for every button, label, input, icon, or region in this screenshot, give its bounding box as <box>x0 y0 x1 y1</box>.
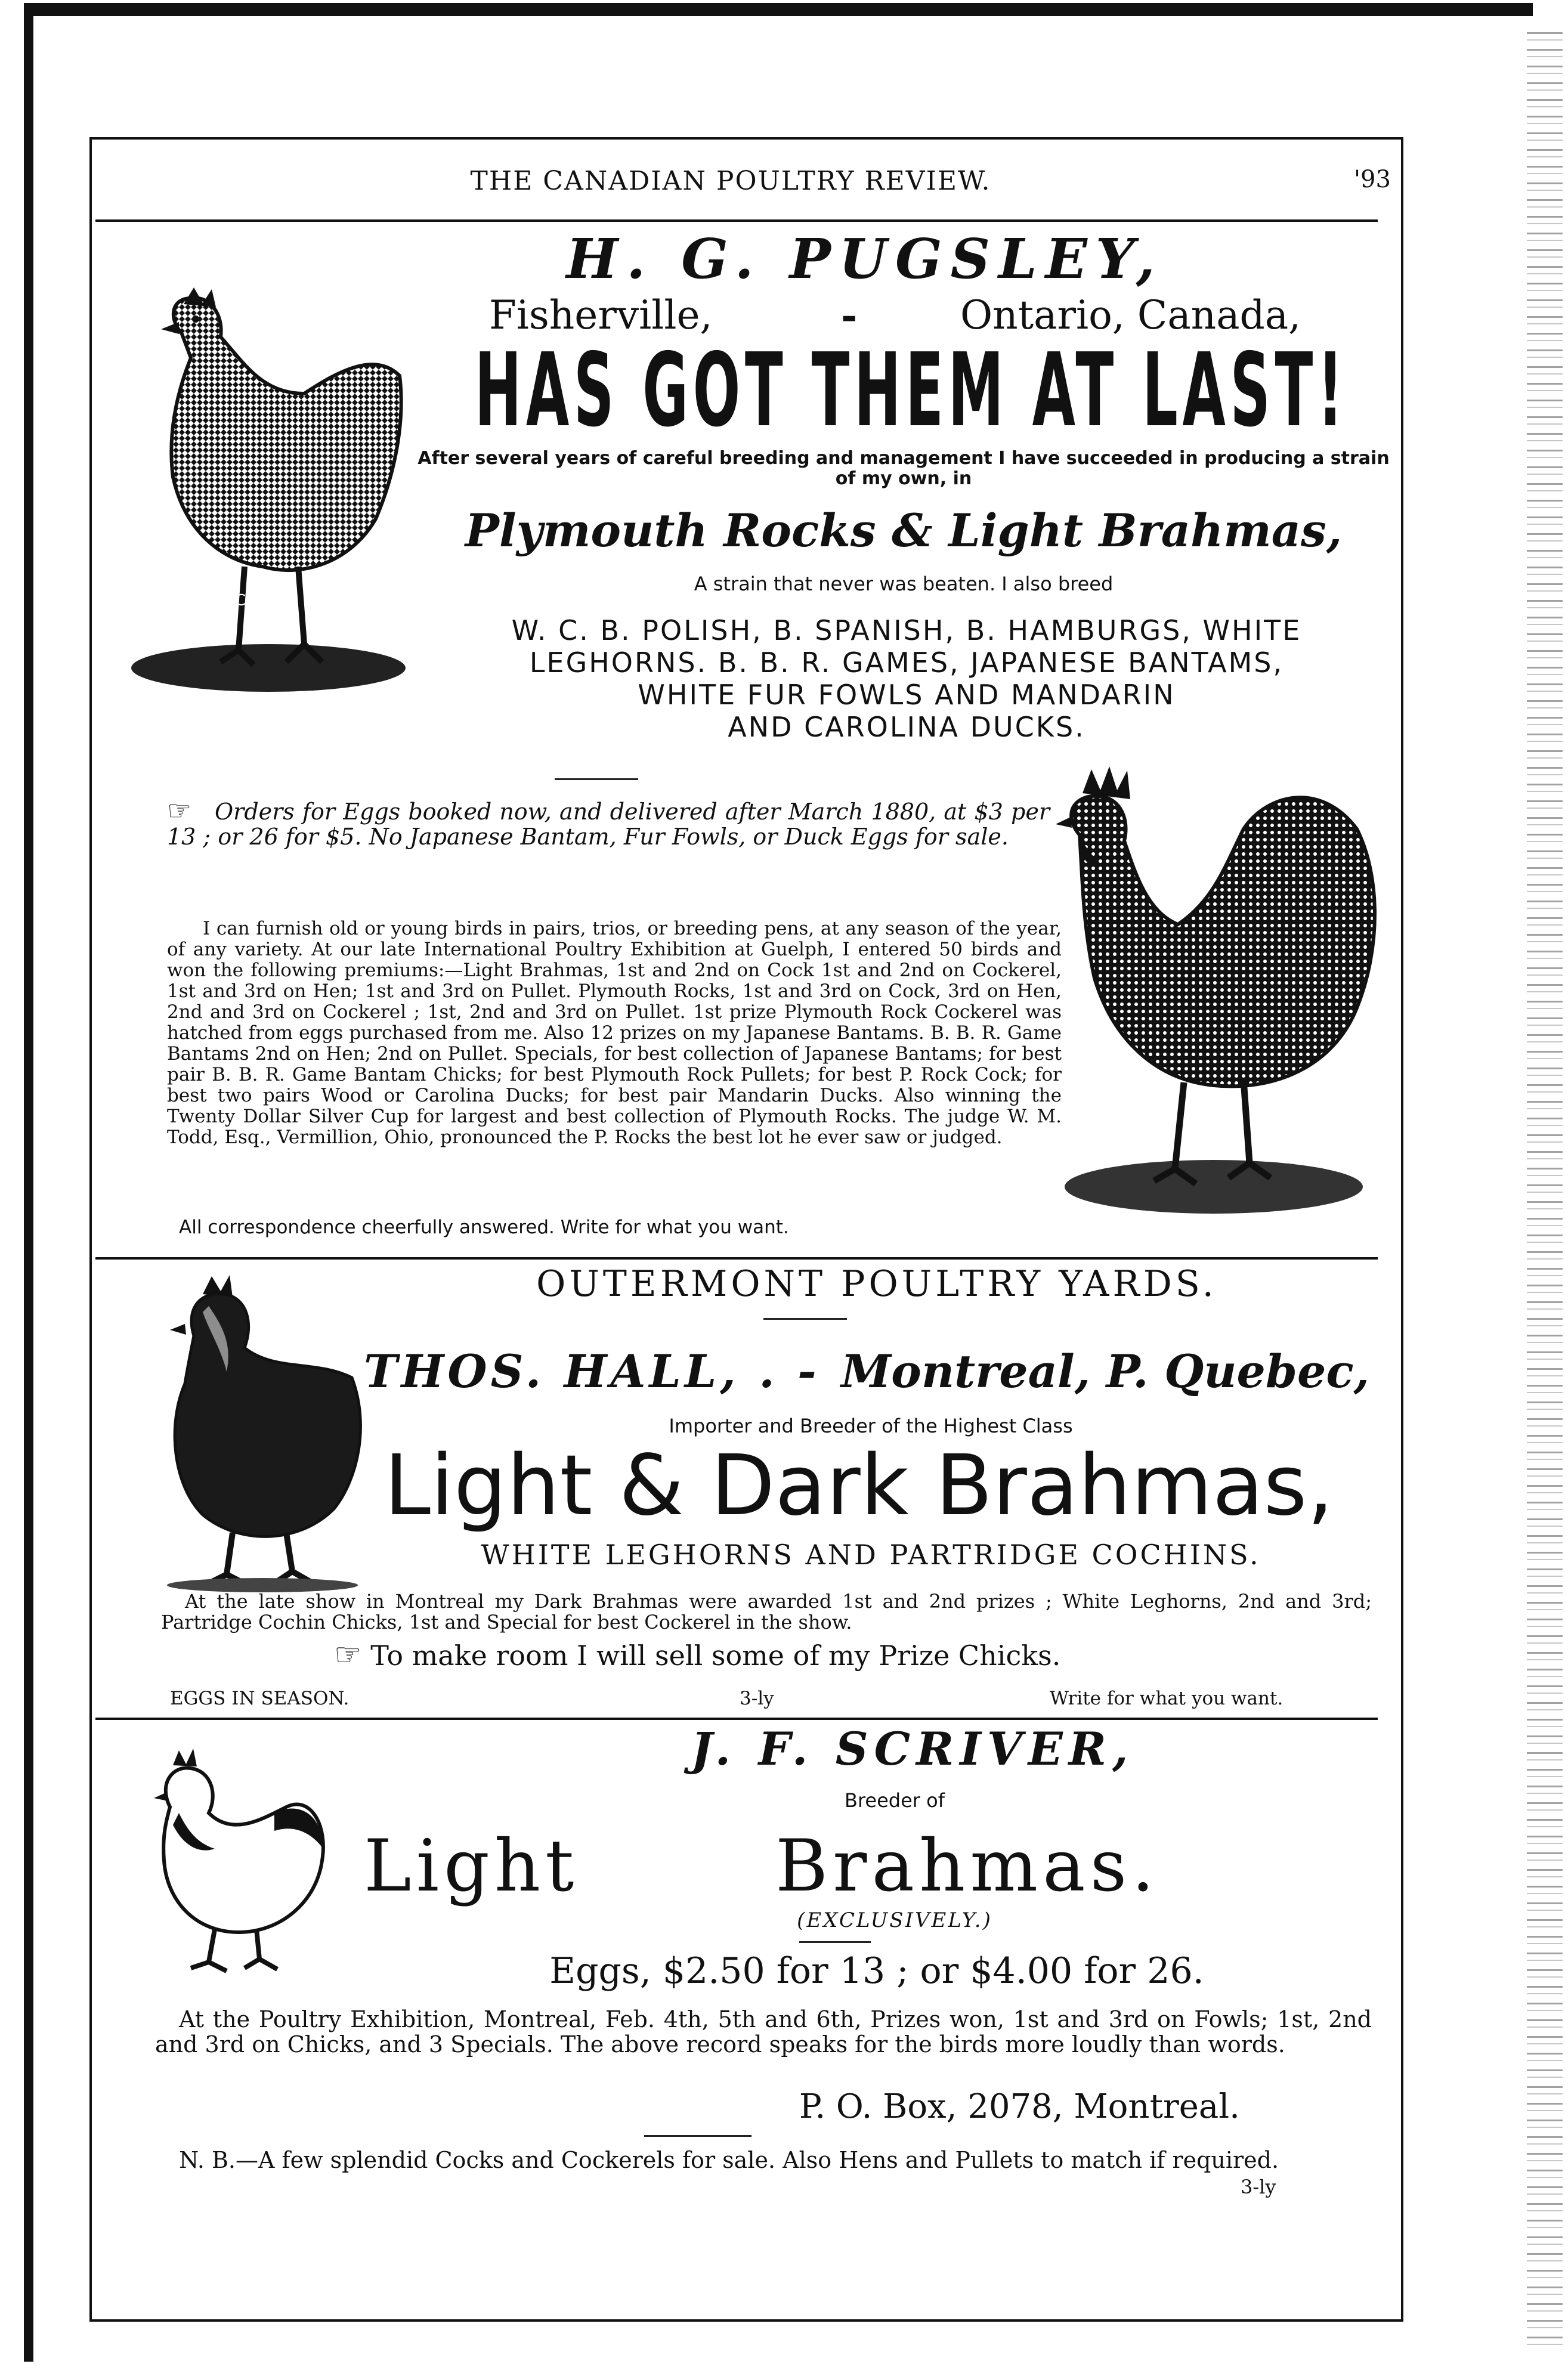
ad3-name: J. F. SCRIVER, <box>691 1722 1134 1775</box>
ad2-eggs-season: EGGS IN SEASON. <box>170 1688 350 1709</box>
ad2-importer: Importer and Breeder of the Highest Class <box>669 1415 1073 1437</box>
ad3-headline-1: Light <box>364 1825 579 1908</box>
running-head: THE CANADIAN POULTRY REVIEW. <box>470 166 991 196</box>
hen-illustration <box>125 280 412 734</box>
ad3-exhibition: At the Poultry Exhibition, Montreal, Feb. 4th, 5th and 6th, Prizes won, 1st and 3rd on Fowls; 1st, 2nd and 3rd on Chicks, and 3 Specials. The above record speaks for the birds more loudly than words. <box>155 2006 1372 2057</box>
ad3-exclusively: (EXCLUSIVELY.) <box>797 1908 992 1932</box>
ad1-other-breeds <box>406 614 1408 743</box>
ad2-title: OUTERMONT POULTRY YARDS. <box>536 1263 1217 1305</box>
ad1-name: H. G. PUGSLEY, <box>566 227 1164 291</box>
ad1-other-breeds-line: WHITE FUR FOWLS AND MANDARIN <box>638 679 1176 711</box>
ad2-place: Montreal, P. Quebec, <box>841 1345 1370 1398</box>
ad1-place-dash: - <box>841 292 858 339</box>
ad3-headline-2: Brahmas. <box>775 1825 1159 1908</box>
ground-shadow <box>131 644 406 692</box>
head-rule <box>95 219 1378 222</box>
ad2-prizes: At the late show in Montreal my Dark Brahmas were awarded 1st and 2nd prizes ; White Leghorns, 2nd and 3rd; Partridge Cochin Chicks, 1st and Special for best Cockerel in the show. <box>161 1590 1372 1633</box>
ad1-other-breeds-line: LEGHORNS. B. B. R. GAMES, JAPANESE BANTAMS, <box>529 646 1284 679</box>
brahma-illustration <box>137 1270 376 1592</box>
page-number: '93 <box>1354 166 1391 193</box>
ad1-breeds: Plymouth Rocks & Light Brahmas, <box>465 504 1343 557</box>
ad1-headline: HAS GOT THEM AT LAST! <box>475 340 1348 441</box>
hen-label: POWELL & CO. <box>149 592 262 609</box>
top-border <box>24 3 1533 16</box>
ad1-strain-line: A strain that never was beaten. I also breed <box>694 573 1114 595</box>
ad1-other-breeds-line: AND CAROLINA DUCKS. <box>728 711 1085 743</box>
ad2-subline: WHITE LEGHORNS AND PARTRIDGE COCHINS. <box>481 1539 1261 1571</box>
ad1-other-breeds-line: W. C. B. POLISH, B. SPANISH, B. HAMBURGS, WHITE <box>511 614 1302 646</box>
ad2-make-room-line <box>334 1637 1060 1673</box>
ad2-short-rule <box>763 1318 847 1320</box>
page-edge <box>1527 24 1563 2350</box>
ad3-bottom-rule <box>644 2135 751 2137</box>
left-border <box>24 6 33 2362</box>
ad3-po-box: P. O. Box, 2078, Montreal. <box>799 2087 1240 2126</box>
ad2-code: 3-ly <box>740 1688 774 1709</box>
ad1-place-left: Fisherville, <box>489 292 713 338</box>
light-brahma-illustration <box>131 1741 334 1974</box>
ad1-correspondence: All correspondence cheerfully answered. Write for what you want. <box>179 1217 789 1238</box>
rooster-illustration <box>1047 757 1399 1229</box>
ad1-place-right: Ontario, Canada, <box>960 292 1301 338</box>
pointing-hand-icon: ☞ <box>167 794 192 827</box>
ad3-code: 3-ly <box>1241 2176 1276 2198</box>
pointing-hand-icon: ☞ <box>334 1637 362 1673</box>
ad1-orders-block <box>167 794 1050 850</box>
ad1-intro: After several years of careful breeding and management I have succeeded in producing a strain of my own, in <box>417 448 1390 489</box>
ad3-short-rule <box>799 1941 871 1943</box>
ad2-make-room: To make room I will sell some of my Prize Chicks. <box>370 1639 1061 1672</box>
ad1-short-rule <box>555 778 638 780</box>
ad3-eggs: Eggs, $2.50 for 13 ; or $4.00 for 26. <box>549 1950 1204 1992</box>
divider-2 <box>95 1718 1378 1720</box>
ad1-orders: Orders for Eggs booked now, and delivered after March 1880, at $3 per 13 ; or 26 for $5. No Japanese Bantam, Fur Fowls, or Duck Eggs for sale. <box>167 799 1050 850</box>
divider-1 <box>95 1257 1378 1260</box>
ad2-name: THOS. HALL, . - <box>364 1345 820 1398</box>
ad3-breeder-of: Breeder of <box>845 1789 945 1812</box>
ad1-headline-box <box>370 340 1419 441</box>
ad3-nb: N. B.—A few splendid Cocks and Cockerels for sale. Also Hens and Pullets to match if required. <box>179 2147 1279 2173</box>
ad1-furnish: I can furnish old or young birds in pairs, trios, or breeding pens, at any season of the year, of any variety. At our late International Poultry Exhibition at Guelph, I entered 50 birds and won the following premiums:—Light Brahmas, 1st and 2nd on Cock 1st and 2nd on Cockerel, 1st and 3rd on Hen; 1st and 3rd on Pullet. Plymouth Rocks, 1st and 3rd on Cock, 3rd on Hen, 2nd and 3rd on Cockerel ; 1st, 2nd and 3rd on Pullet. 1st prize Plymouth Rock Cockerel was hatched from eggs purchased from me. Also 12 prizes on my Japanese Bantams. B. B. R. Game Bantams 2nd on Hen; 2nd on Pullet. Specials, for best collection of Japanese Bantams; for best pair B. B. R. Game Bantam Chicks; for best Plymouth Rock Pullets; for best P. Rock Cock; for best two pairs Wood or Carolina Ducks; for best pair Mandarin Ducks. Also winning the Twenty Dollar Silver Cup for largest and best collection of Plymouth Rocks. The judge W. M. Todd, Esq., Vermillion, Ohio, pronounced the P. Rocks the best lot he ever saw or judged. <box>167 918 1062 1148</box>
ad2-write: Write for what you want. <box>1050 1688 1284 1709</box>
ad2-headline: Light & Dark Brahmas, <box>384 1437 1334 1534</box>
